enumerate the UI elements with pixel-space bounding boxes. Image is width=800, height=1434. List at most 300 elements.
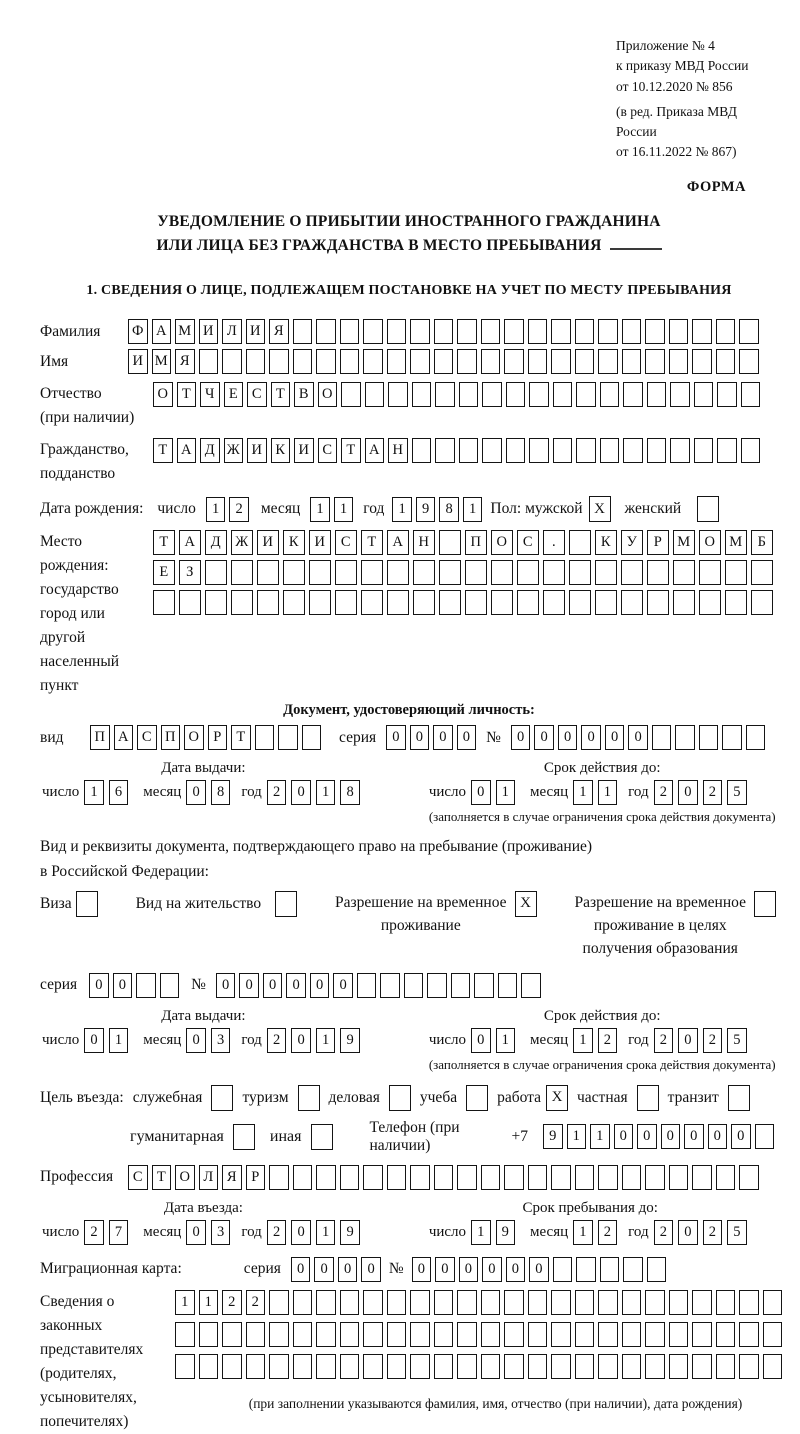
char-box[interactable] [575, 1354, 595, 1379]
char-box[interactable]: О [699, 530, 721, 555]
char-box[interactable] [529, 382, 549, 407]
char-box[interactable]: 0 [605, 725, 625, 750]
char-box[interactable] [410, 1290, 430, 1315]
char-box[interactable]: 2 [703, 1220, 723, 1245]
char-box[interactable] [387, 1165, 407, 1190]
char-box[interactable]: 1 [392, 497, 412, 522]
char-box[interactable] [410, 1165, 430, 1190]
char-box[interactable]: 1 [109, 1028, 129, 1053]
char-box[interactable] [622, 1290, 642, 1315]
char-box[interactable] [669, 1322, 689, 1347]
char-box[interactable]: Т [231, 725, 251, 750]
char-box[interactable] [413, 590, 435, 615]
char-box[interactable] [278, 725, 298, 750]
char-box[interactable] [269, 1322, 289, 1347]
char-box[interactable] [528, 1290, 548, 1315]
char-box[interactable] [457, 1165, 477, 1190]
char-box[interactable] [716, 1165, 736, 1190]
char-box[interactable]: 1 [316, 1220, 336, 1245]
char-box[interactable] [474, 973, 494, 998]
char-box[interactable]: 2 [267, 1220, 287, 1245]
char-box[interactable] [717, 438, 737, 463]
char-box[interactable] [439, 590, 461, 615]
char-box[interactable]: 1 [463, 497, 483, 522]
char-box[interactable] [763, 1322, 783, 1347]
char-box[interactable]: 0 [614, 1124, 634, 1149]
char-box[interactable]: М [175, 319, 195, 344]
char-box[interactable] [387, 1290, 407, 1315]
char-box[interactable] [751, 560, 773, 585]
char-box[interactable]: 0 [263, 973, 283, 998]
char-box[interactable] [699, 725, 719, 750]
char-box[interactable] [481, 1322, 501, 1347]
char-box[interactable] [543, 590, 565, 615]
char-box[interactable] [694, 438, 714, 463]
char-box[interactable] [504, 349, 524, 374]
char-box[interactable]: 0 [558, 725, 578, 750]
char-box[interactable]: 0 [581, 725, 601, 750]
char-box[interactable] [451, 973, 471, 998]
char-box[interactable]: И [294, 438, 314, 463]
char-box[interactable] [595, 590, 617, 615]
char-box[interactable]: 0 [113, 973, 133, 998]
char-box[interactable] [741, 438, 761, 463]
char-box[interactable] [504, 319, 524, 344]
char-box[interactable] [551, 349, 571, 374]
char-box[interactable]: К [595, 530, 617, 555]
char-box[interactable] [576, 382, 596, 407]
char-box[interactable] [357, 973, 377, 998]
char-box[interactable]: 1 [316, 1028, 336, 1053]
char-box[interactable]: 0 [314, 1257, 334, 1282]
char-box[interactable] [481, 349, 501, 374]
char-box[interactable]: 2 [598, 1220, 618, 1245]
char-box[interactable]: 9 [543, 1124, 563, 1149]
char-box[interactable] [205, 560, 227, 585]
char-box[interactable]: 0 [186, 1028, 206, 1053]
char-box[interactable] [716, 349, 736, 374]
char-box[interactable] [576, 438, 596, 463]
char-box[interactable] [387, 560, 409, 585]
char-box[interactable]: 1 [590, 1124, 610, 1149]
char-box[interactable]: Ф [128, 319, 148, 344]
char-box[interactable]: И [199, 319, 219, 344]
purpose-private-checkbox[interactable] [637, 1085, 659, 1111]
char-box[interactable] [136, 973, 156, 998]
char-box[interactable] [716, 1290, 736, 1315]
char-box[interactable] [647, 382, 667, 407]
char-box[interactable]: 2 [84, 1220, 104, 1245]
char-box[interactable] [340, 349, 360, 374]
char-box[interactable]: 8 [340, 780, 360, 805]
char-box[interactable] [481, 1354, 501, 1379]
char-box[interactable] [692, 1322, 712, 1347]
visa-checkbox[interactable] [76, 891, 98, 917]
char-box[interactable]: М [725, 530, 747, 555]
char-box[interactable]: Б [751, 530, 773, 555]
char-box[interactable]: 3 [211, 1220, 231, 1245]
char-box[interactable]: 0 [708, 1124, 728, 1149]
purpose-commercial-checkbox[interactable] [389, 1085, 411, 1111]
char-box[interactable] [481, 319, 501, 344]
rvp-checkbox[interactable]: X [515, 891, 537, 917]
char-box[interactable] [692, 319, 712, 344]
purpose-business-checkbox[interactable] [211, 1085, 233, 1111]
char-box[interactable] [361, 560, 383, 585]
char-box[interactable] [739, 319, 759, 344]
purpose-transit-checkbox[interactable] [728, 1085, 750, 1111]
char-box[interactable] [645, 349, 665, 374]
char-box[interactable] [598, 349, 618, 374]
char-box[interactable] [528, 1354, 548, 1379]
char-box[interactable] [255, 725, 275, 750]
char-box[interactable]: 2 [654, 780, 674, 805]
char-box[interactable]: 2 [222, 1290, 242, 1315]
purpose-tourism-checkbox[interactable] [298, 1085, 320, 1111]
char-box[interactable] [410, 1322, 430, 1347]
char-box[interactable]: М [152, 349, 172, 374]
char-box[interactable]: 0 [84, 1028, 104, 1053]
char-box[interactable] [427, 973, 447, 998]
char-box[interactable] [363, 1165, 383, 1190]
char-box[interactable]: Т [153, 530, 175, 555]
char-box[interactable]: А [114, 725, 134, 750]
char-box[interactable]: 0 [684, 1124, 704, 1149]
char-box[interactable] [622, 349, 642, 374]
char-box[interactable] [316, 1322, 336, 1347]
char-box[interactable] [283, 590, 305, 615]
sex-female-checkbox[interactable] [697, 496, 719, 522]
char-box[interactable]: П [161, 725, 181, 750]
char-box[interactable] [598, 319, 618, 344]
char-box[interactable] [387, 590, 409, 615]
char-box[interactable]: 0 [186, 780, 206, 805]
char-box[interactable]: Я [222, 1165, 242, 1190]
char-box[interactable] [363, 1354, 383, 1379]
char-box[interactable]: О [184, 725, 204, 750]
char-box[interactable] [670, 382, 690, 407]
char-box[interactable] [246, 1322, 266, 1347]
char-box[interactable] [179, 590, 201, 615]
char-box[interactable]: Р [647, 530, 669, 555]
char-box[interactable]: 0 [186, 1220, 206, 1245]
char-box[interactable] [413, 560, 435, 585]
char-box[interactable] [231, 560, 253, 585]
char-box[interactable] [435, 438, 455, 463]
char-box[interactable]: 0 [637, 1124, 657, 1149]
char-box[interactable]: К [271, 438, 291, 463]
char-box[interactable] [517, 590, 539, 615]
char-box[interactable] [504, 1354, 524, 1379]
char-box[interactable]: А [179, 530, 201, 555]
char-box[interactable] [459, 438, 479, 463]
char-box[interactable]: З [179, 560, 201, 585]
char-box[interactable] [457, 349, 477, 374]
char-box[interactable]: 0 [216, 973, 236, 998]
char-box[interactable] [269, 349, 289, 374]
char-box[interactable] [528, 319, 548, 344]
char-box[interactable]: 0 [386, 725, 406, 750]
char-box[interactable]: 0 [291, 1257, 311, 1282]
char-box[interactable] [504, 1322, 524, 1347]
char-box[interactable] [293, 349, 313, 374]
char-box[interactable] [647, 560, 669, 585]
char-box[interactable] [199, 1354, 219, 1379]
char-box[interactable]: 2 [654, 1028, 674, 1053]
char-box[interactable] [504, 1165, 524, 1190]
char-box[interactable]: И [309, 530, 331, 555]
char-box[interactable] [434, 319, 454, 344]
char-box[interactable] [543, 560, 565, 585]
char-box[interactable] [598, 1165, 618, 1190]
char-box[interactable]: О [175, 1165, 195, 1190]
char-box[interactable] [569, 590, 591, 615]
char-box[interactable]: И [257, 530, 279, 555]
char-box[interactable]: 2 [703, 780, 723, 805]
char-box[interactable] [257, 560, 279, 585]
char-box[interactable] [739, 1165, 759, 1190]
char-box[interactable]: 1 [567, 1124, 587, 1149]
char-box[interactable] [600, 1257, 620, 1282]
char-box[interactable] [692, 349, 712, 374]
char-box[interactable] [598, 1290, 618, 1315]
char-box[interactable]: 2 [703, 1028, 723, 1053]
char-box[interactable]: О [491, 530, 513, 555]
char-box[interactable]: В [294, 382, 314, 407]
purpose-study-checkbox[interactable] [466, 1085, 488, 1111]
char-box[interactable]: 0 [482, 1257, 502, 1282]
char-box[interactable] [269, 1165, 289, 1190]
char-box[interactable] [316, 349, 336, 374]
char-box[interactable] [434, 1322, 454, 1347]
char-box[interactable] [669, 1165, 689, 1190]
char-box[interactable] [160, 973, 180, 998]
char-box[interactable] [600, 438, 620, 463]
char-box[interactable] [575, 319, 595, 344]
char-box[interactable] [717, 382, 737, 407]
char-box[interactable] [361, 590, 383, 615]
purpose-work-checkbox[interactable]: X [546, 1085, 568, 1111]
char-box[interactable] [506, 382, 526, 407]
char-box[interactable] [387, 1354, 407, 1379]
char-box[interactable]: С [247, 382, 267, 407]
char-box[interactable] [739, 349, 759, 374]
purpose-other-checkbox[interactable] [311, 1124, 333, 1150]
char-box[interactable] [506, 438, 526, 463]
char-box[interactable]: 0 [310, 973, 330, 998]
residence-checkbox[interactable] [275, 891, 297, 917]
char-box[interactable] [622, 1354, 642, 1379]
char-box[interactable] [716, 1322, 736, 1347]
char-box[interactable]: 0 [89, 973, 109, 998]
char-box[interactable]: О [318, 382, 338, 407]
char-box[interactable] [340, 1165, 360, 1190]
char-box[interactable] [699, 560, 721, 585]
char-box[interactable]: 2 [246, 1290, 266, 1315]
char-box[interactable]: 1 [334, 497, 354, 522]
char-box[interactable]: 0 [333, 973, 353, 998]
char-box[interactable] [302, 725, 322, 750]
char-box[interactable] [293, 1354, 313, 1379]
char-box[interactable] [763, 1354, 783, 1379]
char-box[interactable]: 0 [459, 1257, 479, 1282]
char-box[interactable]: Т [177, 382, 197, 407]
char-box[interactable] [387, 1322, 407, 1347]
char-box[interactable]: 2 [598, 1028, 618, 1053]
char-box[interactable] [551, 1354, 571, 1379]
char-box[interactable] [491, 590, 513, 615]
char-box[interactable]: С [318, 438, 338, 463]
char-box[interactable] [528, 349, 548, 374]
char-box[interactable] [623, 438, 643, 463]
char-box[interactable]: 1 [175, 1290, 195, 1315]
char-box[interactable] [269, 1290, 289, 1315]
char-box[interactable]: 0 [628, 725, 648, 750]
char-box[interactable] [465, 560, 487, 585]
char-box[interactable]: С [517, 530, 539, 555]
char-box[interactable]: П [90, 725, 110, 750]
char-box[interactable]: 1 [573, 1028, 593, 1053]
char-box[interactable] [741, 382, 761, 407]
char-box[interactable] [622, 1165, 642, 1190]
char-box[interactable]: Т [361, 530, 383, 555]
char-box[interactable] [457, 1354, 477, 1379]
char-box[interactable]: 0 [731, 1124, 751, 1149]
char-box[interactable] [739, 1322, 759, 1347]
char-box[interactable]: 1 [573, 780, 593, 805]
char-box[interactable] [199, 349, 219, 374]
char-box[interactable] [725, 590, 747, 615]
char-box[interactable] [363, 1290, 383, 1315]
char-box[interactable]: Д [200, 438, 220, 463]
char-box[interactable]: 0 [291, 780, 311, 805]
char-box[interactable] [363, 349, 383, 374]
char-box[interactable] [675, 725, 695, 750]
char-box[interactable]: 0 [412, 1257, 432, 1282]
char-box[interactable] [482, 382, 502, 407]
char-box[interactable]: 0 [506, 1257, 526, 1282]
char-box[interactable] [412, 382, 432, 407]
char-box[interactable]: 0 [534, 725, 554, 750]
char-box[interactable]: 0 [471, 1028, 491, 1053]
char-box[interactable]: 1 [199, 1290, 219, 1315]
char-box[interactable] [340, 1322, 360, 1347]
char-box[interactable]: 0 [678, 780, 698, 805]
char-box[interactable]: 9 [340, 1220, 360, 1245]
char-box[interactable] [553, 438, 573, 463]
char-box[interactable]: 2 [267, 1028, 287, 1053]
char-box[interactable]: Д [205, 530, 227, 555]
char-box[interactable]: Я [269, 319, 289, 344]
char-box[interactable] [434, 1165, 454, 1190]
char-box[interactable]: О [153, 382, 173, 407]
char-box[interactable] [551, 1165, 571, 1190]
char-box[interactable]: 6 [109, 780, 129, 805]
char-box[interactable] [692, 1354, 712, 1379]
char-box[interactable] [363, 1322, 383, 1347]
char-box[interactable]: 0 [678, 1220, 698, 1245]
char-box[interactable]: 7 [109, 1220, 129, 1245]
char-box[interactable] [504, 1290, 524, 1315]
char-box[interactable] [222, 1354, 242, 1379]
char-box[interactable]: 1 [84, 780, 104, 805]
char-box[interactable] [673, 560, 695, 585]
char-box[interactable] [309, 590, 331, 615]
char-box[interactable]: 8 [439, 497, 459, 522]
char-box[interactable] [746, 725, 766, 750]
rvp-education-checkbox[interactable] [754, 891, 776, 917]
char-box[interactable]: 0 [661, 1124, 681, 1149]
char-box[interactable]: Л [222, 319, 242, 344]
char-box[interactable] [551, 1322, 571, 1347]
char-box[interactable] [716, 1354, 736, 1379]
char-box[interactable] [175, 1322, 195, 1347]
char-box[interactable]: Ж [224, 438, 244, 463]
char-box[interactable] [434, 1354, 454, 1379]
char-box[interactable] [434, 1290, 454, 1315]
char-box[interactable] [246, 1354, 266, 1379]
char-box[interactable] [498, 973, 518, 998]
char-box[interactable]: Е [153, 560, 175, 585]
char-box[interactable] [387, 319, 407, 344]
char-box[interactable] [755, 1124, 775, 1149]
char-box[interactable] [222, 1322, 242, 1347]
char-box[interactable] [491, 560, 513, 585]
char-box[interactable]: 2 [654, 1220, 674, 1245]
char-box[interactable]: Н [388, 438, 408, 463]
char-box[interactable] [645, 1165, 665, 1190]
char-box[interactable] [257, 590, 279, 615]
char-box[interactable] [647, 590, 669, 615]
char-box[interactable] [521, 973, 541, 998]
sex-male-checkbox[interactable]: X [589, 496, 611, 522]
char-box[interactable] [600, 382, 620, 407]
char-box[interactable] [569, 530, 591, 555]
char-box[interactable] [434, 349, 454, 374]
char-box[interactable]: Т [152, 1165, 172, 1190]
char-box[interactable] [316, 1354, 336, 1379]
char-box[interactable] [553, 1257, 573, 1282]
char-box[interactable] [725, 560, 747, 585]
char-box[interactable] [575, 1322, 595, 1347]
char-box[interactable] [699, 590, 721, 615]
char-box[interactable] [410, 319, 430, 344]
char-box[interactable]: 0 [433, 725, 453, 750]
char-box[interactable]: А [365, 438, 385, 463]
char-box[interactable] [763, 1290, 783, 1315]
char-box[interactable]: 9 [340, 1028, 360, 1053]
char-box[interactable] [576, 1257, 596, 1282]
char-box[interactable]: 1 [573, 1220, 593, 1245]
char-box[interactable] [410, 349, 430, 374]
char-box[interactable] [316, 1165, 336, 1190]
char-box[interactable] [363, 319, 383, 344]
char-box[interactable] [673, 590, 695, 615]
char-box[interactable]: К [283, 530, 305, 555]
char-box[interactable] [647, 438, 667, 463]
char-box[interactable] [283, 560, 305, 585]
char-box[interactable] [335, 590, 357, 615]
char-box[interactable] [309, 560, 331, 585]
char-box[interactable] [569, 560, 591, 585]
char-box[interactable]: 3 [211, 1028, 231, 1053]
char-box[interactable] [645, 1354, 665, 1379]
char-box[interactable]: 2 [267, 780, 287, 805]
char-box[interactable] [692, 1290, 712, 1315]
char-box[interactable] [692, 1165, 712, 1190]
purpose-humanitarian-checkbox[interactable] [233, 1124, 255, 1150]
char-box[interactable]: 1 [598, 780, 618, 805]
